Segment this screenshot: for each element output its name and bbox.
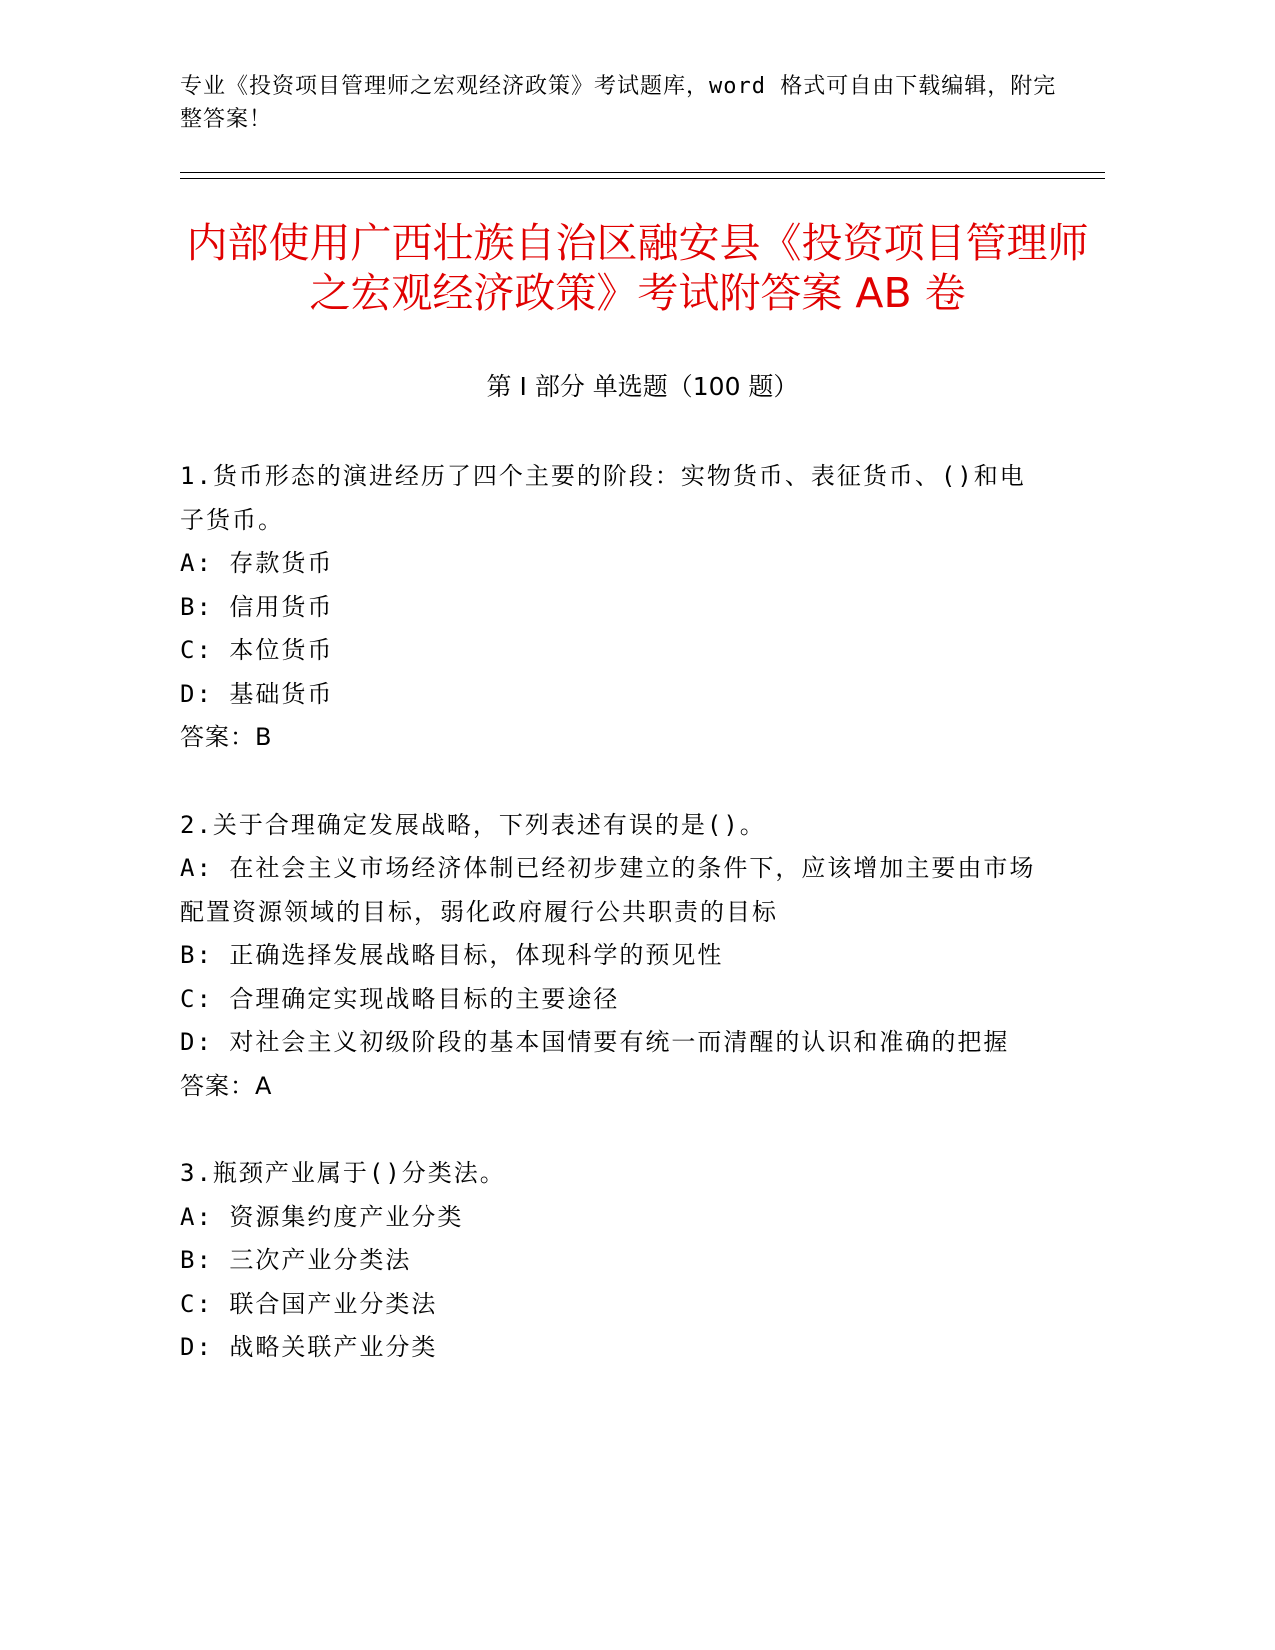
answer: 答案：B [180,723,273,751]
question-1 [180,455,1040,760]
option-c: C: 联合国产业分类法 [180,1289,438,1318]
header-divider-top [180,172,1105,173]
section-title: 第 I 部分 单选题（100 题） [486,372,799,401]
question-stem: 2.关于合理确定发展战略，下列表述有误的是()。 [180,810,766,839]
question-3 [180,1152,1040,1370]
option-b: B: 正确选择发展战略目标，体现科学的预见性 [180,941,724,969]
answer: 答案：A [180,1071,273,1100]
option-d: D: 对社会主义初级阶段的基本国情要有统一而清醒的认识和准确的把握 [180,1028,1010,1056]
header-divider-bottom [180,178,1105,179]
option-a: A: 在社会主义市场经济体制已经初步建立的条件下，应该增加主要由市场配置资源领域的目标，弱化政府履行公共职责的目标 [180,854,1036,926]
option-b: B: 信用货币 [180,592,334,621]
option-a: A: 存款货币 [180,549,334,577]
option-b: B: 三次产业分类法 [180,1246,412,1274]
document-title: 内部使用广西壮族自治区融安县《投资项目管理师之宏观经济政策》考试附答案 AB 卷 [186,219,1089,317]
option-a: A: 资源集约度产业分类 [180,1202,464,1231]
question-stem: 1.货币形态的演进经历了四个主要的阶段：实物货币、表征货币、()和电子货币。 [180,462,1026,534]
option-c: C: 合理确定实现战略目标的主要途径 [180,984,620,1013]
option-d: D: 基础货币 [180,679,334,708]
question-stem: 3.瓶颈产业属于()分类法。 [180,1159,506,1187]
option-c: C: 本位货币 [180,636,334,664]
question-2 [180,804,1040,1109]
question-list [180,455,1040,1414]
header-note: 专业《投资项目管理师之宏观经济政策》考试题库，word 格式可自由下载编辑，附完整答案！ [180,74,1057,132]
option-d: D: 战略关联产业分类 [180,1333,438,1361]
